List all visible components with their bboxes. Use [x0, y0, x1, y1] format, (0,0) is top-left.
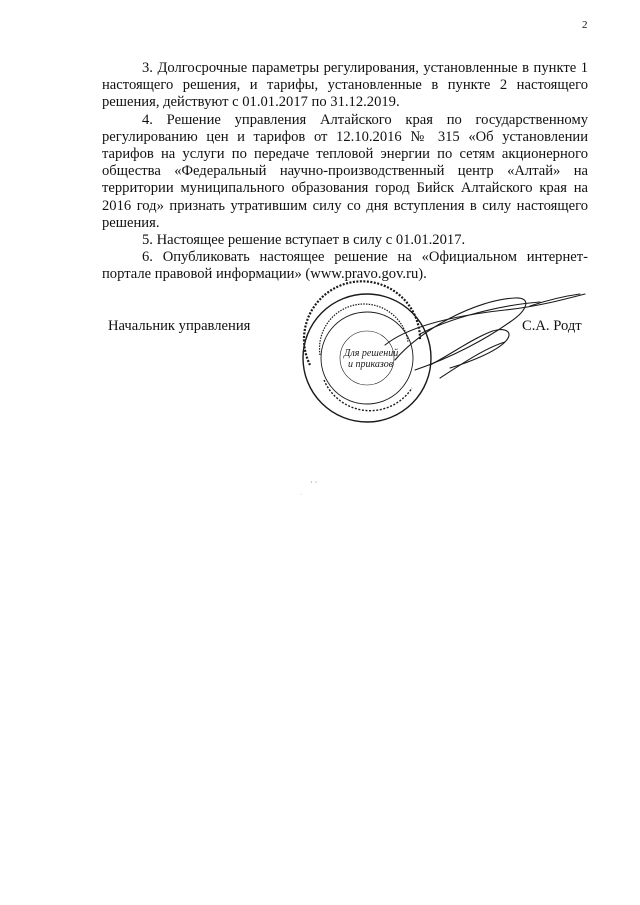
official-seal — [303, 281, 431, 422]
paragraph-3: 3. Долгосрочные параметры регулирования, установленные в пункте 1 настоящего решения, и тарифы, установленные в пункте 2 настоящего решения, действуют с 01.01.2017 по 31.12.2019. — [102, 60, 588, 111]
paragraph-6: 6. Опубликовать настоящее решение на «Официальном интернет-портале правовой информации» (www.pravo.gov.ru). — [102, 249, 588, 283]
signature-name: С.А. Родт — [522, 318, 582, 334]
stamp-and-signature — [300, 270, 600, 430]
svg-text:Для решений: Для решений — [344, 348, 399, 359]
handwritten-signature — [385, 294, 585, 378]
document-body — [102, 60, 588, 284]
paragraph-4: 4. Решение управления Алтайского края по государственному регулированию цен и тарифов от 12.10.2016 № 315 «Об установлении тарифов на услуги по передаче тепловой энергии по сетям акционерного общества «Федеральный научно-производственный центр «Алтай» на территории муниципального образования город Бийск Алтайского края на 2016 год» признать утратившим силу со дня вступления в силу настоящего решения. — [102, 111, 588, 231]
page-number: 2 — [582, 19, 588, 31]
svg-text:и приказов: и приказов — [348, 359, 394, 370]
speck-mark-small: · — [300, 492, 302, 498]
speck-mark: · · — [310, 478, 318, 487]
paragraph-5: 5. Настоящее решение вступает в силу с 01.01.2017. — [142, 232, 466, 249]
signature-title: Начальник управления — [108, 318, 251, 334]
